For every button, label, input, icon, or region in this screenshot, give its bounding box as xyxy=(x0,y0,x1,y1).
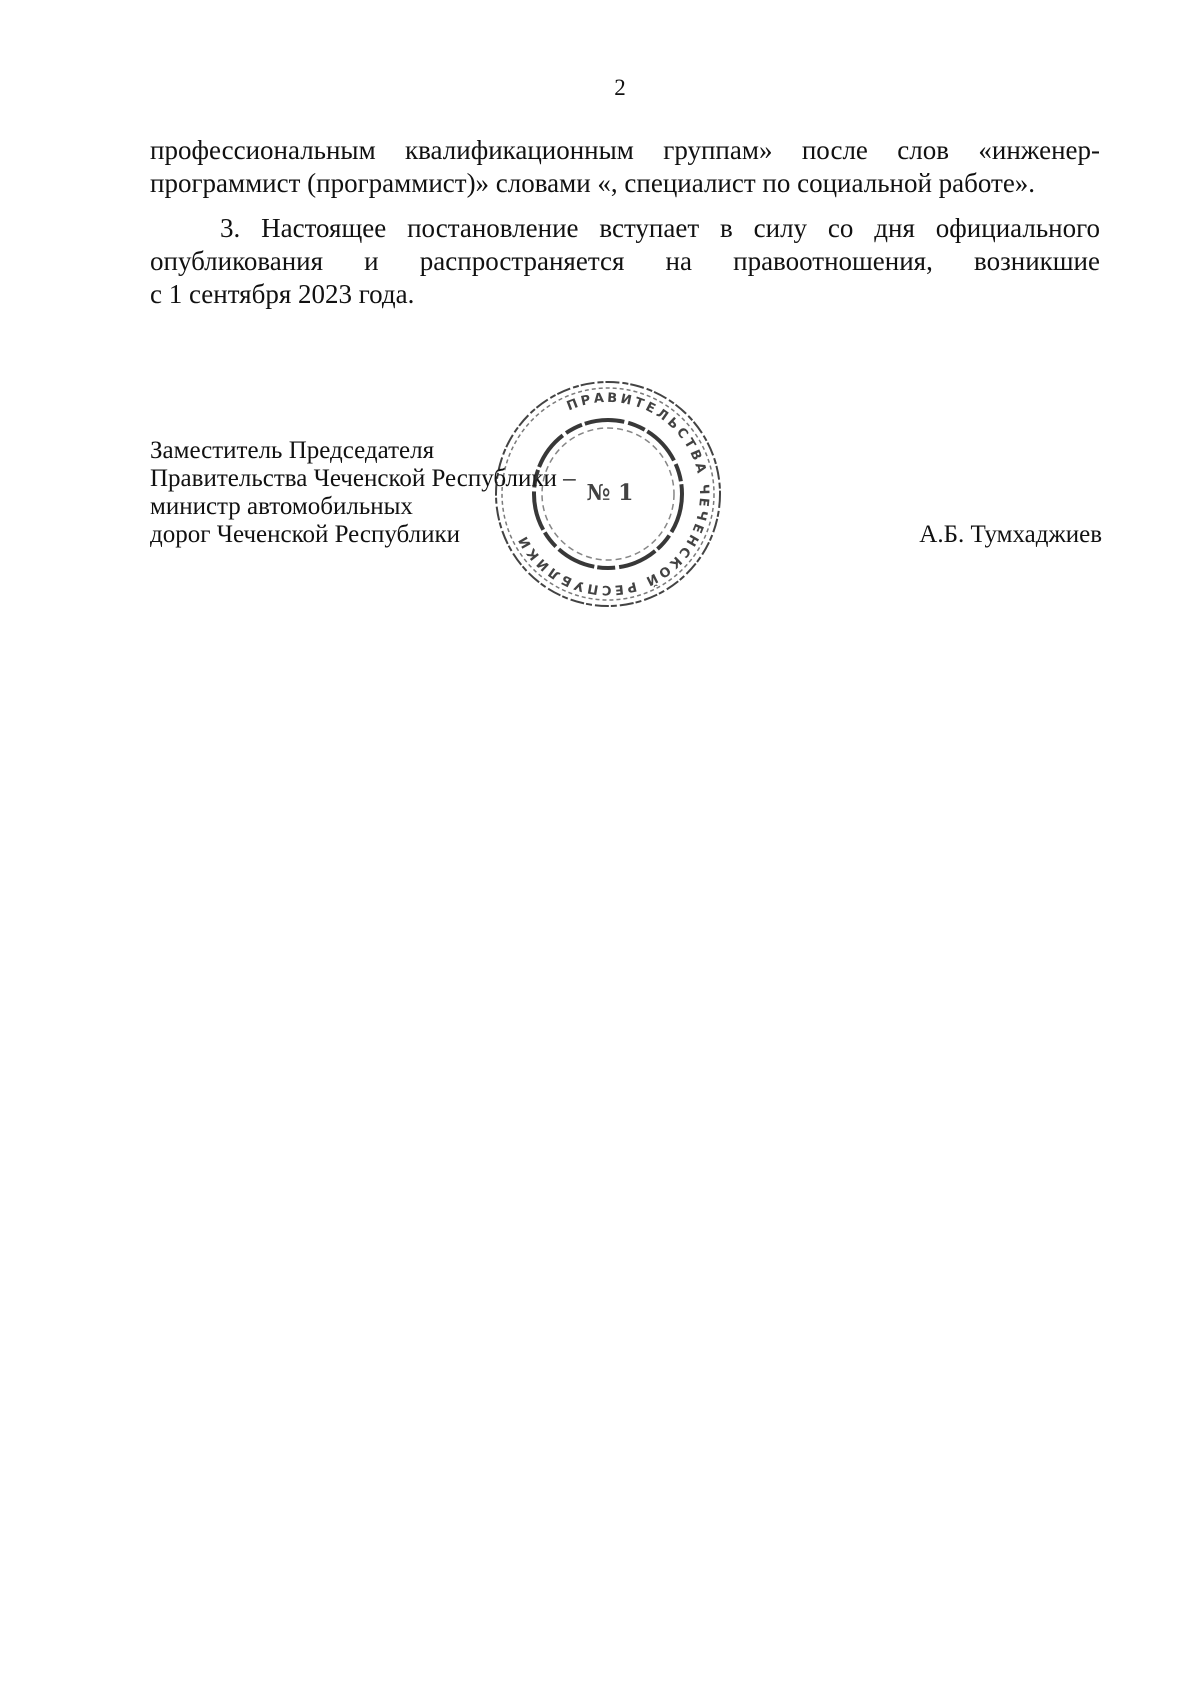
paragraph-line: программист (программист)» словами «, специалист по социальной работе». xyxy=(150,168,1036,198)
paragraph-line: 3. Настоящее постановление вступает в силу со дня официального xyxy=(220,213,1100,243)
signer-position-line: дорог Чеченской Республики xyxy=(150,521,461,548)
signer-name: А.Б. Тумхаджиев xyxy=(919,521,1102,548)
signer-position-line: Правительства Чеченской Республики – xyxy=(150,465,576,492)
stamp-ring-text: ПРАВИТЕЛЬСТВА ЧЕЧЕНСКОЙ РЕСПУБЛИКИ xyxy=(514,390,712,598)
paragraph-3 xyxy=(150,212,1100,311)
signer-position-line: Заместитель Председателя xyxy=(150,437,435,464)
paragraph-line: опубликования и распространяется на правоотношения, возникшие xyxy=(150,246,1100,276)
paragraph-line: с 1 сентября 2023 года. xyxy=(150,279,415,309)
signer-position-line: министр автомобильных xyxy=(150,493,413,520)
paragraph-line: профессиональным квалификационным группам» после слов «инженер- xyxy=(150,135,1100,165)
stamp-center-text: № 1 xyxy=(586,480,634,506)
paragraph-continuation xyxy=(150,134,1100,200)
official-seal-stamp xyxy=(488,374,728,614)
page-number: 2 xyxy=(614,75,626,100)
